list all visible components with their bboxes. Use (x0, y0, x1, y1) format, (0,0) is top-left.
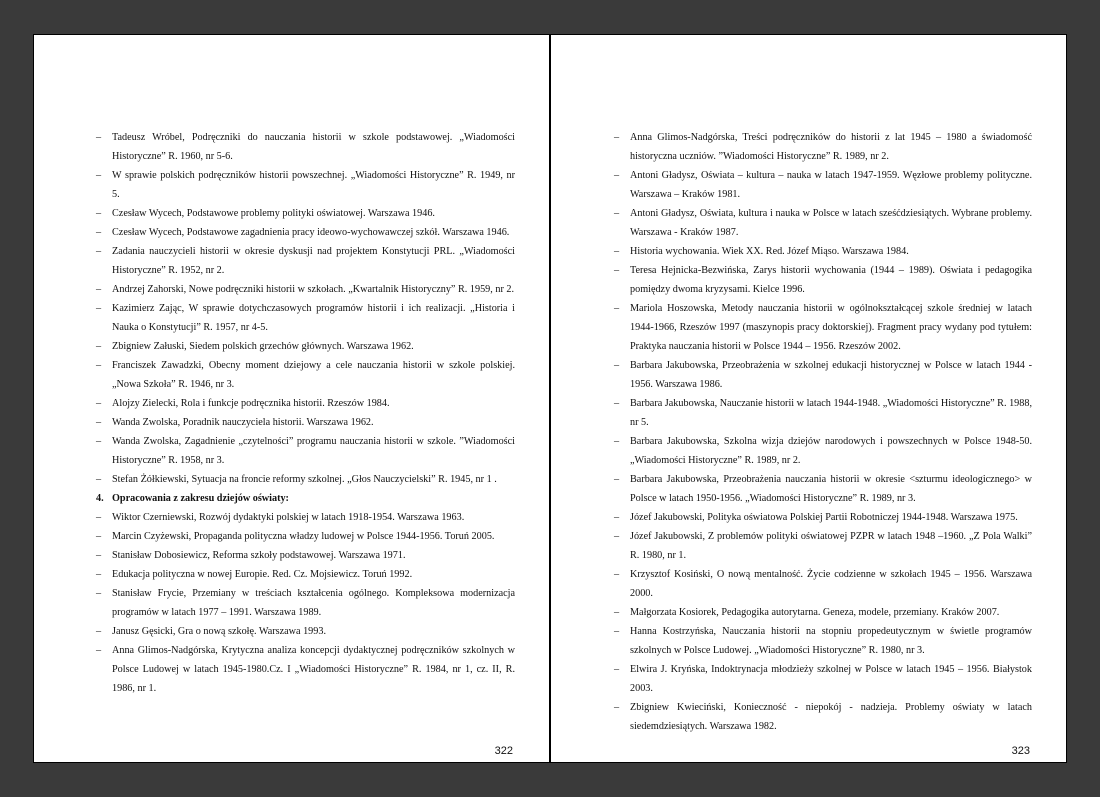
entry-text: Anna Glimos-Nadgórska, Treści podręczników do historii z lat 1945 – 1980 a świadomość historyczna uczniów. ”Wiadomości Historyczne” R. 1989, nr 2. (630, 132, 1032, 162)
list-marker: – (96, 398, 102, 409)
list-marker: – (96, 208, 102, 219)
entry-text: Zadania nauczycieli historii w okresie dyskusji nad projektem Konstytucji PRL. „Wiadomości Historyczne” R. 1952, nr 2. (112, 246, 515, 276)
bibliography-entry (614, 166, 1032, 204)
list-marker: – (96, 531, 102, 542)
entry-text: Zbigniew Kwieciński, Konieczność - niepokój - nadzieja. Problemy oświaty w latach siedemdziesiątych. Warszawa 1982. (630, 702, 1032, 732)
list-marker: – (96, 341, 102, 352)
entry-text: Alojzy Zielecki, Rola i funkcje podręcznika historii. Rzeszów 1984. (112, 398, 390, 409)
entry-text: Stefan Żółkiewski, Sytuacja na froncie reformy szkolnej. „Głos Nauczycielski” R. 1945, nr 1 . (112, 474, 497, 485)
bibliography-entry (96, 470, 515, 489)
bibliography-entry (614, 508, 1032, 527)
entry-text: Stanisław Dobosiewicz, Reforma szkoły podstawowej. Warszawa 1971. (112, 550, 406, 561)
entry-text: Kazimierz Zając, W sprawie dotychczasowych programów historii i ich realizacji. „Historia i Nauka o Konstytucji” R. 1957, nr 4-5. (112, 303, 515, 333)
list-marker: – (96, 569, 102, 580)
list-marker: – (614, 512, 620, 523)
bibliography-list (96, 128, 515, 698)
bibliography-entry (96, 622, 515, 641)
list-marker: – (614, 626, 620, 637)
list-marker: – (614, 398, 620, 409)
entry-text: Małgorzata Kosiorek, Pedagogika autorytarna. Geneza, modele, przemiany. Kraków 2007. (630, 607, 1000, 618)
entry-text: Mariola Hoszowska, Metody nauczania historii w ogólnokształcącej szkole średniej w latach 1944-1966, Rzeszów 1997 (maszynopis pracy doktorskiej). Fragment pracy wydany pod tytułem: Praktyka nauczania historii w Polsce 1944 – 1956. Rzeszów 2002. (630, 303, 1032, 352)
bibliography-entry (96, 166, 515, 204)
entry-text: Historia wychowania. Wiek XX. Red. Józef Miąso. Warszawa 1984. (630, 246, 909, 257)
entry-text: W sprawie polskich podręczników historii powszechnej. „Wiadomości Historyczne” R. 1949, nr 5. (112, 170, 515, 200)
entry-text: Wiktor Czerniewski, Rozwój dydaktyki polskiej w latach 1918-1954. Warszawa 1963. (112, 512, 465, 523)
bibliography-entry (614, 698, 1032, 736)
list-marker: – (614, 265, 620, 276)
list-marker: – (96, 170, 102, 181)
entry-text: Barbara Jakubowska, Nauczanie historii w latach 1944-1948. „Wiadomości Historyczne” R. 1988, nr 5. (630, 398, 1032, 428)
bibliography-entry (96, 565, 515, 584)
list-marker: – (614, 360, 620, 371)
bibliography-entry (96, 546, 515, 565)
list-marker: – (614, 170, 620, 181)
bibliography-entry (96, 641, 515, 698)
section-heading (96, 489, 515, 508)
list-marker: – (614, 303, 620, 314)
list-marker: – (614, 208, 620, 219)
entry-text: Janusz Gęsicki, Gra o nową szkołę. Warszawa 1993. (112, 626, 326, 637)
bibliography-entry (614, 394, 1032, 432)
bibliography-entry (614, 128, 1032, 166)
list-marker: – (96, 246, 102, 257)
entry-text: Marcin Czyżewski, Propaganda polityczna władzy ludowej w Polsce 1944-1956. Toruń 2005. (112, 531, 495, 542)
list-marker: – (96, 588, 102, 599)
list-marker: – (96, 360, 102, 371)
bibliography-entry (614, 470, 1032, 508)
page-number: 322 (494, 745, 513, 757)
bibliography-entry (96, 356, 515, 394)
list-marker: – (614, 246, 620, 257)
list-marker: – (614, 702, 620, 713)
list-marker: – (96, 284, 102, 295)
entry-text: Franciszek Zawadzki, Obecny moment dziejowy a cele nauczania historii w szkole polskiej. „Nowa Szkoła” R. 1946, nr 3. (112, 360, 515, 390)
list-marker: – (96, 626, 102, 637)
entry-text: Edukacja polityczna w nowej Europie. Red. Cz. Mojsiewicz. Toruń 1992. (112, 569, 413, 580)
list-marker: – (96, 436, 102, 447)
bibliography-entry (96, 508, 515, 527)
bibliography-entry (614, 299, 1032, 356)
bibliography-entry (614, 356, 1032, 394)
list-marker: – (96, 512, 102, 523)
entry-text: Teresa Hejnicka-Bezwińska, Zarys historii wychowania (1944 – 1989). Oświata i pedagogika pomiędzy dwoma kryzysami. Kielce 1996. (630, 265, 1032, 295)
entry-text: Wanda Zwolska, Zagadnienie „czytelności” programu nauczania historii w szkole. ”Wiadomości Historyczne” R. 1958, nr 3. (112, 436, 515, 466)
entry-text: Antoni Gładysz, Oświata, kultura i nauka w Polsce w latach sześćdziesiątych. Wybrane problemy. Warszawa - Kraków 1987. (630, 208, 1032, 238)
list-marker: – (96, 417, 102, 428)
list-marker: – (614, 132, 620, 143)
list-marker: – (96, 645, 102, 656)
bibliography-entry (614, 565, 1032, 603)
bibliography-entry (614, 432, 1032, 470)
bibliography-list (614, 128, 1032, 736)
entry-text: Czesław Wycech, Podstawowe zagadnienia pracy ideowo-wychowawczej szkół. Warszawa 1946. (112, 227, 510, 238)
list-marker: – (96, 474, 102, 485)
list-marker: – (96, 132, 102, 143)
list-marker: – (96, 550, 102, 561)
list-marker: – (96, 303, 102, 314)
entry-text: Stanisław Frycie, Przemiany w treściach kształcenia ogólnego. Kompleksowa modernizacja programów w latach 1977 – 1991. Warszawa 1989. (112, 588, 515, 618)
bibliography-entry (96, 527, 515, 546)
bibliography-entry (614, 261, 1032, 299)
entry-text: Anna Glimos-Nadgórska, Krytyczna analiza koncepcji dydaktycznej podręczników szkolnych w Polsce Ludowej w latach 1945-1980.Cz. I „Wiadomości Historyczne” R. 1984, nr 1, cz. II, R. 1986, nr 1. (112, 645, 515, 694)
entry-text: Tadeusz Wróbel, Podręczniki do nauczania historii w szkole podstawowej. „Wiadomości Historyczne” R. 1960, nr 5-6. (112, 132, 515, 162)
entry-text: Antoni Gładysz, Oświata – kultura – nauka w latach 1947-1959. Węzłowe problemy polityczne. Warszawa – Kraków 1981. (630, 170, 1032, 200)
bibliography-entry (96, 204, 515, 223)
entry-text: Zbigniew Załuski, Siedem polskich grzechów głównych. Warszawa 1962. (112, 341, 414, 352)
entry-text: Barbara Jakubowska, Przeobrażenia nauczania historii w okresie <szturmu ideologicznego> w Polsce w latach 1950-1956. „Wiadomości Historyczne” R. 1989, nr 3. (630, 474, 1032, 504)
entry-text: Opracowania z zakresu dziejów oświaty: (112, 493, 289, 504)
bibliography-entry (96, 128, 515, 166)
bibliography-entry (96, 432, 515, 470)
page-number: 323 (1011, 745, 1030, 757)
entry-text: Józef Jakubowski, Z problemów polityki oświatowej PZPR w latach 1948 –1960. „Z Pola Walki” R. 1980, nr 1. (630, 531, 1032, 561)
entry-text: Elwira J. Kryńska, Indoktrynacja młodzieży szkolnej w Polsce w latach 1945 – 1956. Białystok 2003. (630, 664, 1032, 694)
entry-text: Barbara Jakubowska, Przeobrażenia w szkolnej edukacji historycznej w Polsce w latach 1944 - 1956. Warszawa 1986. (630, 360, 1032, 390)
bibliography-entry (614, 660, 1032, 698)
bibliography-entry (96, 280, 515, 299)
list-marker: – (96, 227, 102, 238)
bibliography-entry (614, 622, 1032, 660)
right-page (550, 34, 1067, 763)
list-marker: – (614, 664, 620, 675)
bibliography-entry (614, 527, 1032, 565)
entry-text: Hanna Kostrzyńska, Nauczania historii na stopniu propedeutycznym w świetle programów szkolnych w Polsce Ludowej. „Wiadomości Historyczne” R. 1980, nr 3. (630, 626, 1032, 656)
bibliography-entry (96, 242, 515, 280)
bibliography-entry (614, 204, 1032, 242)
list-marker: – (614, 531, 620, 542)
list-marker: – (614, 569, 620, 580)
bibliography-entry (96, 413, 515, 432)
entry-text: Barbara Jakubowska, Szkolna wizja dziejów narodowych i powszechnych w Polsce 1948-50. „Wiadomości Historyczne” R. 1989, nr 2. (630, 436, 1032, 466)
bibliography-entry (96, 584, 515, 622)
list-marker: – (614, 474, 620, 485)
left-page (33, 34, 550, 763)
bibliography-entry (614, 242, 1032, 261)
bibliography-entry (96, 299, 515, 337)
bibliography-entry (96, 394, 515, 413)
list-marker: – (614, 436, 620, 447)
entry-text: Józef Jakubowski, Polityka oświatowa Polskiej Partii Robotniczej 1944-1948. Warszawa 1975. (630, 512, 1018, 523)
bibliography-entry (614, 603, 1032, 622)
entry-text: Wanda Zwolska, Poradnik nauczyciela historii. Warszawa 1962. (112, 417, 374, 428)
bibliography-entry (96, 337, 515, 356)
bibliography-entry (96, 223, 515, 242)
section-number: 4. (96, 493, 104, 504)
list-marker: – (614, 607, 620, 618)
entry-text: Krzysztof Kosiński, O nową mentalność. Życie codzienne w szkołach 1945 – 1956. Warszawa 2000. (630, 569, 1032, 599)
entry-text: Andrzej Zahorski, Nowe podręczniki historii w szkołach. „Kwartalnik Historyczny” R. 1959, nr 2. (112, 284, 515, 295)
entry-text: Czesław Wycech, Podstawowe problemy polityki oświatowej. Warszawa 1946. (112, 208, 435, 219)
